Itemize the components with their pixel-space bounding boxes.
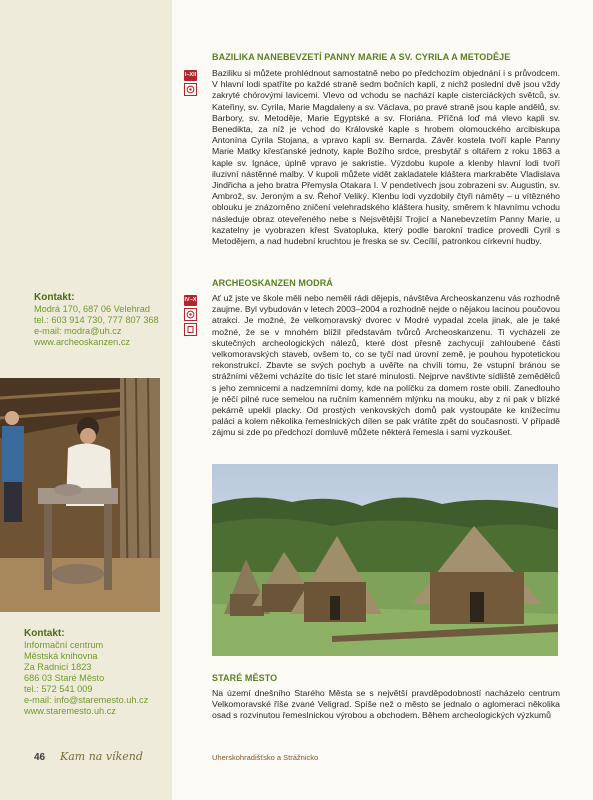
contact-website[interactable]: www.staremesto.uh.cz [24, 706, 116, 716]
contact-email[interactable]: e-mail: modra@uh.cz [34, 326, 122, 336]
info-icon [184, 323, 197, 336]
contact-address: Modrá 170, 687 06 Velehrad [34, 304, 150, 314]
contact-archeoskanzen [34, 292, 159, 348]
guide-icon [184, 308, 197, 321]
region-label: Uherskohradišťsko a Strážnicko [212, 753, 319, 762]
contact-email[interactable]: e-mail: info@staremesto.uh.cz [24, 695, 149, 705]
section-text-bazilika: Baziliku si můžete prohlédnout samostatně nebo po předchozím objednání i s průvodcem. V hlavní lodi spatříte po každé straně sedm bočních kaplí, z nichž poslední dvě jsou vždy zakryté chórovými lavicemi. Vlevo od vchodu se nachází kaple cisterciáckých světců, sv. Kateřiny, sv. Cyrila, Marie Magdaleny a sv. Václava, po pravé straně jsou kaple andělů, sv. Barbory, sv. Metoděje, Marie Egyptské a sv. Floriána. Příčná loď má vlevo kapli sv. Benedikta, za níž je vchod do Královské kaple s hrobem olomouckého arcibiskupa Antonína Cyrila Stojana, a vpravo kapli sv. Bernarda. Závěr kostela tvoří kaple Panny Marie Matky křesťanské jednoty, kaple Božího srdce, presbytář s oltářem z roku 1863 a kaple sv. Ignáce, úplně vpravo je sakristie. Výzdobu kupole a klenby hlavní lodi tvoří iluzivní nástěnné malby. V kupoli můžete vidět zakladatele kláštera markraběte Vladislava Jindřicha a jeho bratra Přemysla Otakara I. V pendetivech jsou zobrazeni sv. Augustin, sv. Ambrož, sv. Jeroným a sv. Řehoř Veliký. Klenbu lodi vyzdobily čtyři náměty – u vítězného oblouku je znázorněno zničení velehradského kláštera husity, směrem k hlavnímu vchodu následuje obraz oteveřeného nebe s Nejsvětější Trojicí a Nanebevzetím Panny Marie, u kazatelny je vyobrazen křest Svatopluka, který podle barokní tradice provedli Cyril s Metodějem, a nad hudební kruchtou je freska se sv. Cecílií, patronkou církevní hudby. [212, 68, 560, 247]
contact-line: Informační centrum [24, 640, 104, 650]
contact-phone: tel.: 603 914 730, 777 807 368 [34, 315, 159, 325]
section-text-stare-mesto: Na území dnešního Starého Města se s největší pravděpodobností nacházelo centrum Velkomoravské říše zvané Veligrad. Spíše než o město se jednalo o aglomeraci několika osad s rozvinutou řemeslnickou výrobou a obchodem. Během archeologických výzkumů [212, 688, 560, 721]
section-heading-stare-mesto: STARÉ MĚSTO [212, 673, 278, 683]
page-number: 46 [34, 752, 46, 763]
season-badge: IV–X [184, 295, 197, 306]
contact-line: Městská knihovna [24, 651, 98, 661]
guide-icon [184, 83, 197, 96]
contact-website[interactable]: www.archeoskanzen.cz [34, 337, 131, 347]
contact-phone: tel.: 572 541 009 [24, 684, 93, 694]
section-text-archeoskanzen: Ať už jste ve škole měli nebo neměli rádi dějepis, návštěva Archeoskanzenu vás rozhodně zaujme. Byl vybudován v letech 2003–2004 a rozhodně nejde o nějakou lacinou poučovou atrakci. Je možné, že velkomoravský dvorec v Modré vypadal zcela jinak, ale je také možné, že se v mnohém blížil představám tvůrců Archeoskanzenu. Ti vycházeli ze skutečných archeologických nálezů, které dost přesně zachycují zahloubené části velkomoravských staveb, ovšem to, co se tyčí nad úrovní země, je pouhou hypotetickou rekonstrukcí. Zbavte se svých pochyb a uvěřte na chvíli tomu, že vstupní bránou se strážními věžemi vcházíte do tisíc let staré minulosti. Nejprve navštivte sídliště zemědělců s jeho zemnicemi a nadzemními domy, kde na políčku za domem roste obilí. Zanedlouho je něčí pilné ruce semelou na ručním kamenném mlýnku na mouku, aby z ní pak v blízké pekárně upekli placky. Od prostých venkovských domů pak vystoupáte ke knížecímu paláci a kolem několika řemeslnických dílen se pak vrátíte zpět do současnosti. V případě zájmu si zde po předchozí domluvě můžete některá řemesla i sami vyzkoušet. [212, 293, 560, 438]
contact-line: 686 03 Staré Město [24, 673, 105, 683]
section-heading-bazilika: BAZILIKA NANEBEVZETÍ PANNY MARIE A SV. CYRILA A METODĚJE [212, 52, 511, 62]
archeoskanzen-photo [212, 464, 558, 656]
section-markers-archeoskanzen [184, 295, 197, 336]
contact-title: Kontakt: [34, 292, 75, 303]
section-heading-archeoskanzen: ARCHEOSKANZEN MODRÁ [212, 278, 333, 288]
series-logo: Kam na víkend [60, 750, 143, 763]
section-markers-bazilika [184, 70, 197, 96]
potter-photo [0, 378, 160, 612]
contact-line: Za Radnicí 1823 [24, 662, 92, 672]
season-badge: I–XII [184, 70, 197, 81]
contact-stare-mesto [24, 628, 148, 717]
contact-title: Kontakt: [24, 628, 65, 639]
